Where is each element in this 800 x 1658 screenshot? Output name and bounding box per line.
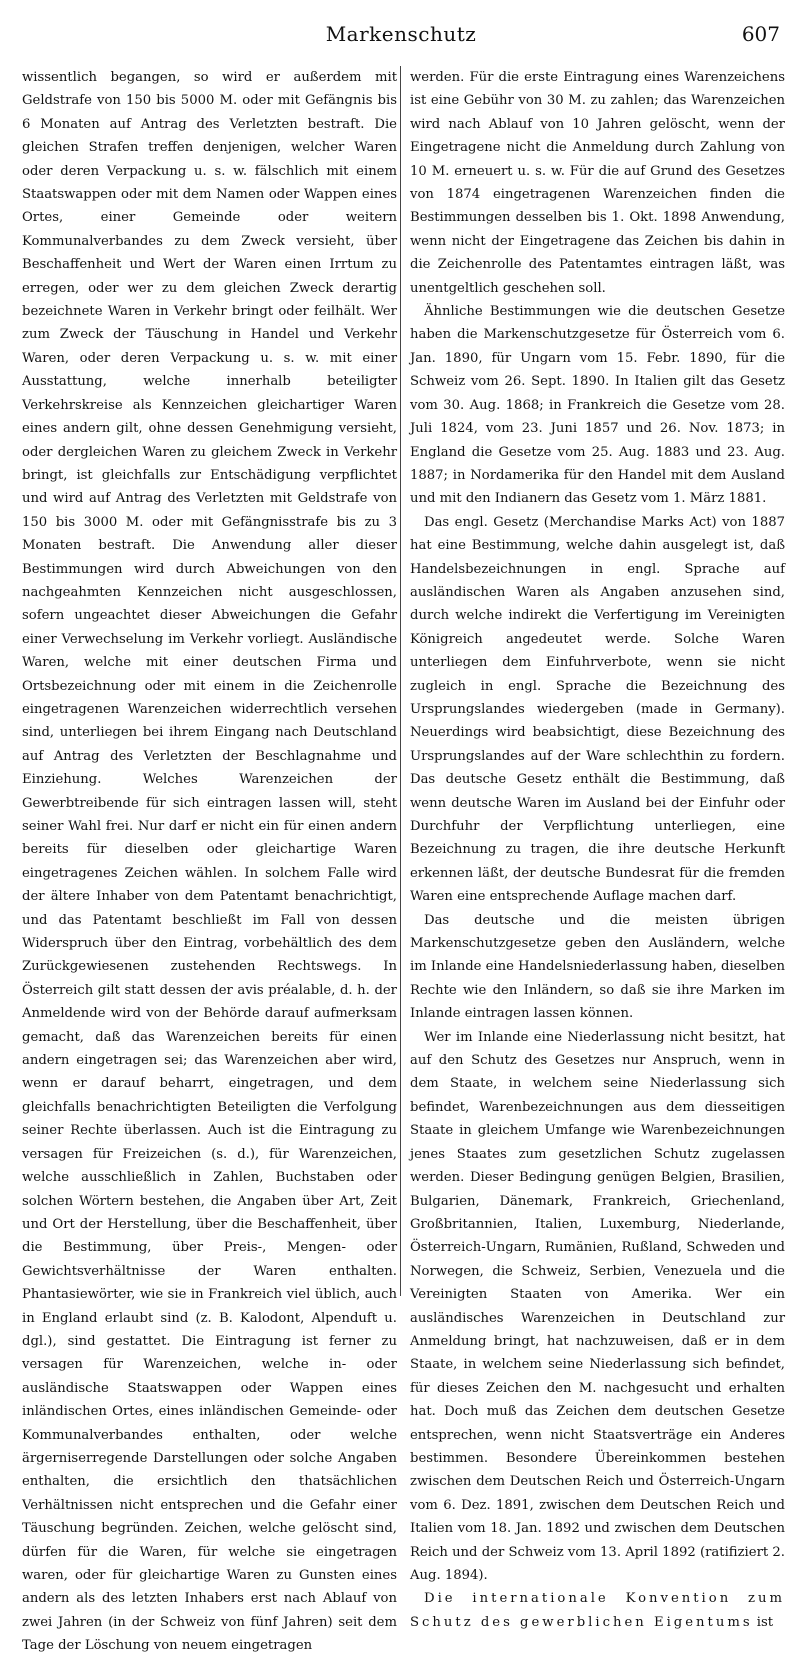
paragraph: werden. Für die erste Eintragung eines Warenzeichens ist eine Gebühr von 30 M. zu zahlen; das Warenzeichen wird nach Ablauf von 10 Jahren gelöscht, wenn der Eingetragene nicht die Anmeldung durch Zahlung von 10 M. erneuert u. s. w. Für die auf Grund des Gesetzes von 1874 eingetragenen Warenzeichen finden die Bestimmungen desselben bis 1. Okt. 1898 Anwendung, wenn nicht der Eingetragene das Zeichen bis dahin in die Zeichenrolle des Patentamtes eintragen läßt, was unentgeltlich geschehen soll. bbox=[410, 70, 785, 296]
paragraph: Das deutsche und die meisten übrigen Markenschutzgesetze geben den Ausländern, welche im Inlande eine Handelsniederlassung haben, dieselben Rechte wie den Inländern, so daß sie ihre Marken im Inlande eintragen lassen können. bbox=[410, 912, 786, 1022]
paragraph: wissentlich begangen, so wird er außerdem mit Geldstrafe von 150 bis 5000 M. oder mit Gefängnis bis 6 Monaten auf Antrag des Verletzten bestraft. Die gleichen Strafen treffen denjenigen, welcher Waren oder deren Verpackung u. s. w. fälschlich mit einem Staatswappen oder mit dem Namen oder Wappen eines Ortes, einer Gemeinde oder weitern Kommunalverbandes zu dem Zweck versieht, über Beschaffenheit und Wert der Waren einen Irrtum zu erregen, oder wer zu dem gleichen Zweck derartig bezeichnete Waren in Verkehr bringt oder feilhält. Wer zum Zweck der Täuschung in Handel und Verkehr Waren, oder deren Verpackung u. s. w. mit einer Ausstattung, welche innerhalb beteiligter Verkehrskreise als Kennzeichen gleichartiger Waren eines andern gilt, ohne dessen Genehmigung versieht, oder dergleichen Waren zu gleichem Zweck in Verkehr bringt, ist gleichfalls zur Entschädigung verpflichtet und wird auf Antrag des Verletzten mit Geldstrafe von 150 bis 3000 M. oder mit Gefängnisstrafe bis zu 3 Monaten bestraft. Die Anwendung aller dieser Bestimmungen wird durch Abweichungen von den nachgeahmten Kennzeichen nicht ausgeschlossen, sofern ungeachtet dieser Abweichungen die Gefahr einer Verwechselung im Verkehr vorliegt. Ausländische Waren, welche mit einer deutschen Firma und Ortsbezeichnung oder mit einem in die Zeichenrolle eingetragenen Warenzeichen widerrechtlich versehen sind, unterliegen bei ihrem Eingang nach Deutschland auf Antrag des Verletzten der Beschlagnahme und Einziehung. Welches Warenzeichen der Gewerbtreibende für sich eintragen lassen will, steht seiner Wahl frei. Nur darf er nicht ein für einen andern bereits für dieselben oder gleichartige Waren eingetragenes Zeichen wählen. In solchem Falle wird der ältere Inhaber von dem Patentamt benachrichtigt, und das Patentamt beschließt im Fall von dessen Widerspruch über den Eintrag, vorbehältlich des dem Zurückgewiesenen zustehenden Rechtswegs. In Österreich gilt statt dessen der avis préalable, d. h. der Anmeldende wird von der Behörde darauf aufmerksam gemacht, daß das Warenzeichen bereits für einen andern eingetragen sei; das Warenzeichen aber wird, wenn er darauf beharrt, eingetragen, und dem gleichfalls benachrichtigten Beteiligten die Verfolgung seiner Rechte überlassen. Auch ist die Eintragung zu versagen für Freizeichen (s. d.), für Warenzeichen, welche ausschließlich in Zahlen, Buchstaben oder solchen Wörtern bestehen, die Angaben über Art, Zeit und Ort der Herstellung, über die Beschaffenheit, über die Bestimmung, über Preis-, Mengen- oder Gewichtsverhältnisse der Waren enthalten. Phantasiewörter, wie sie in Frankreich viel üblich, auch in England erlaubt sind (z. B. Kalodont, Alpenduft u. dgl.), sind gestattet. Die Eintragung ist ferner zu versagen für Warenzeichen, welche in- oder ausländische Staatswappen oder Wappen eines inländischen Ortes, eines inländischen Gemeinde- oder Kommunalverbandes enthalten, oder welche ärgerniserregende Darstellungen oder solche Angaben enthalten, die ersichtlich den thatsächlichen Verhältnissen nicht entsprechen und die Gefahr einer Täuschung begründen. Zeichen, welche gelöscht sind, dürfen für die Waren, für welche sie eingetragen waren, oder für gleichartige Waren zu Gunsten eines andern als des letzten Inhabers erst nach Ablauf von zwei Jahren (in der Schweiz von fünf Jahren) seit dem Tage der Löschung von neuem eingetragen bbox=[22, 70, 397, 1654]
paragraph: Das engl. Gesetz (Merchandise Marks Act) von 1887 hat eine Bestimmung, welche dahin ausgelegt ist, daß Handelsbezeichnungen in engl. Sprache auf ausländischen Waren als Angaben anzusehen sind, durch welche indirekt die Verfertigung im Vereinigten Königreich angedeutet werde. Solche Waren unterliegen dem Einfuhrverbote, wenn sie nicht zugleich in engl. Sprache die Bezeichnung des Ursprungslandes wiedergeben (made in Germany). Neuerdings wird beabsichtigt, diese Bezeichnung des Ursprungslandes auf der Ware schlechthin zu fordern. Das deutsche Gesetz enthält die Bestimmung, daß wenn deutsche Waren im Ausland bei der Einfuhr oder Durchfuhr der Verpflichtung unterliegen, eine Bezeichnung zu tragen, die ihre deutsche Herkunft erkennen läßt, der deutsche Bundesrat für die fremden Waren eine entsprechende Auflage machen darf. bbox=[410, 514, 785, 905]
page-header bbox=[22, 22, 780, 52]
paragraph-continuation: ist bbox=[756, 1614, 774, 1630]
paragraph: Ähnliche Bestimmungen wie die deutschen Gesetze haben die Markenschutzgesetze für Österreich vom 6. Jan. 1890, für Ungarn vom 15. Febr. 1890, für die Schweiz vom 26. Sept. 1890. In Italien gilt das Gesetz vom 30. Aug. 1868; in Frankreich die Gesetze vom 28. Juli 1824, vom 23. Juni 1857 und 26. Nov. 1873; in England die Gesetze vom 25. Aug. 1883 und 23. Aug. 1887; in Nordamerika für den Handel mit dem Ausland und mit den Indianern das Gesetz vom 1. März 1881. bbox=[410, 304, 785, 507]
paragraph-convention bbox=[410, 1587, 785, 1634]
paragraph: Wer im Inlande eine Niederlassung nicht besitzt, hat auf den Schutz des Gesetzes nur Anspruch, wenn in dem Staate, in welchem seine Niederlassung sich befindet, Warenbezeichnungen aus dem diesseitigen Staate in gleichem Umfange wie Warenbezeichnungen jenes Staates zum gesetzlichen Schutz zugelassen werden. Dieser Bedingung genügen Belgien, Brasilien, Bulgarien, Dänemark, Frankreich, Griechenland, Großbritannien, Italien, Luxemburg, Niederlande, Österreich-Ungarn, Rumänien, Rußland, Schweden und Norwegen, die Schweiz, Serbien, Venezuela und die Vereinigten Staaten von Amerika. Wer ein ausländisches Warenzeichen in Deutschland zur Anmeldung bringt, hat nachzuweisen, daß er in dem Staate, in welchem seine Niederlassung sich befindet, für dieses Zeichen den M. nachgesucht und erhalten hat. Doch muß das Zeichen dem deutschen Gesetze entsprechen, wenn nicht Staatsverträge ein Anderes bestimmen. Besondere Übereinkommen bestehen zwischen dem Deutschen Reich und Österreich-Ungarn vom 6. Dez. 1891, zwischen dem Deutschen Reich und Italien vom 18. Jan. 1892 und zwischen dem Deutschen Reich und der Schweiz vom 13. April 1892 (ratifiziert 2. Aug. 1894). bbox=[410, 1029, 785, 1583]
page-number: 607 bbox=[741, 22, 780, 46]
left-column bbox=[22, 66, 397, 1654]
spaced-text: Die internationale Konvention zum Schutz des gewerblichen Eigentums bbox=[410, 1591, 785, 1630]
right-column bbox=[410, 66, 786, 1630]
column-divider bbox=[400, 66, 401, 1296]
running-title: Markenschutz bbox=[325, 22, 477, 46]
